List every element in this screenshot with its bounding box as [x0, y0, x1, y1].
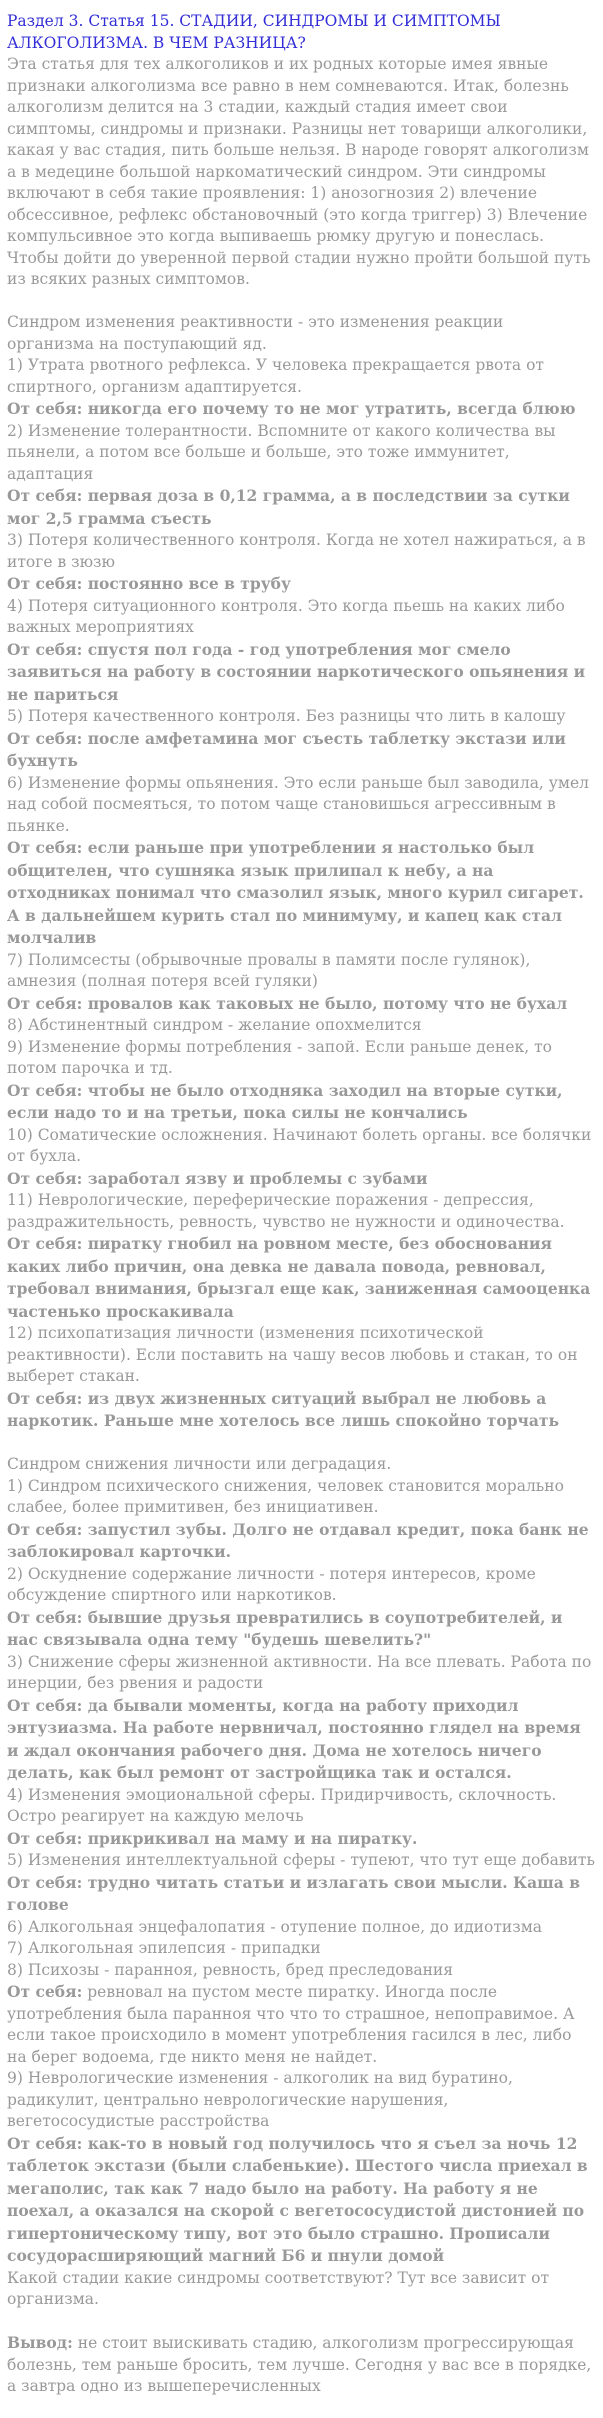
text-block [7, 312, 595, 355]
bold-text-run: От себя: запустил зубы. Долго не отдавал кредит, пока банк не заблокировал карточки. [7, 1519, 589, 1561]
text-block [7, 355, 595, 398]
text-run: 7) Полимсесты (обрывочные провалы в памяти после гулянок), амнезия (полная потеря всей гуляки) [7, 950, 531, 990]
text-block [7, 1080, 595, 1125]
text-block [7, 530, 595, 573]
text-block [7, 1476, 595, 1519]
text-block [7, 54, 595, 291]
bold-text-run: От себя: первая доза в 0,12 грамма, а в последствии за сутки мог 2,5 грамма съесть [7, 486, 570, 528]
bold-text-run: Вывод: [7, 2333, 73, 2352]
text-block [7, 837, 595, 950]
text-run: 4) Изменения эмоциональной сферы. Придирчивость, склочность. Остро реагирует на каждую мелочь [7, 1785, 557, 1825]
bold-text-run: От себя: спустя пол года - год употребления мог смело заявиться на работу в состоянии наркотического опьянения и не париться [7, 639, 586, 704]
text-run: 6) Алкогольная энцефалопатия - отупение полное, до идиотизма [7, 1917, 542, 1936]
text-block [7, 485, 595, 530]
text-run: Синдром изменения реактивности - это изменения реакции организма на поступающий яд. [7, 313, 504, 353]
text-run: 3) Потеря количественного контроля. Когда не хотел нажираться, а в итоге в зюзю [7, 531, 586, 571]
text-run: 7) Алкогольная эпилепсия - припадки [7, 1939, 321, 1957]
text-run: 9) Изменение формы потребления - запой. Если раньше денек, то потом парочка и тд. [7, 1037, 552, 1077]
text-block [7, 1564, 595, 1607]
text-run: Синдром снижения личности или деградация. [7, 1455, 392, 1473]
text-run: 9) Неврологические изменения - алкоголик на вид буратино, радикулит, центрально неврологические нарушения, вегетососудистые расстройства [7, 2069, 513, 2130]
bold-text-run: От себя: из двух жизненных ситуаций выбрал не любовь а наркотик. Раньше мне хотелось все лишь спокойно торчать [7, 1388, 560, 1430]
text-run: Какой стадии какие синдромы соответствуют? Тут все зависит от организма. [7, 2268, 550, 2308]
text-block [7, 573, 595, 596]
text-run: 2) Изменение толерантности. Вспомните от какого количества вы пьянели, а потом все больше и больше, это тоже иммунитет, адаптация [7, 421, 556, 483]
text-block [7, 1454, 595, 1476]
text-block [7, 1125, 595, 1168]
text-block [7, 1037, 595, 1080]
text-block [7, 639, 595, 707]
text-run: 4) Потеря ситуационного контроля. Это когда пьешь на каких либо важных мероприятиях [7, 596, 565, 636]
text-block [7, 2068, 595, 2133]
text-block [7, 1607, 595, 1652]
text-run: 10) Соматические осложнения. Начинают болеть органы. все болячки от бухла. [7, 1125, 592, 1165]
text-block [7, 1652, 595, 1695]
text-block [7, 2268, 595, 2311]
bold-text-run: От себя: [7, 1982, 83, 2001]
text-block [7, 1938, 595, 1960]
text-run: 11) Неврологические, переферические поражения - депрессия, раздражительность, ревность, чувство не нужности и одиночества. [7, 1191, 565, 1231]
bold-text-run: От себя: никогда его почему то не мог утратить, всегда блюю [7, 399, 576, 418]
text-block [7, 1388, 595, 1433]
text-block [7, 993, 595, 1016]
text-block [7, 706, 595, 728]
bold-text-run: От себя: пиратку гнобил на ровном месте, без обоснования каких либо причин, она девка не давала повода, ревновал, требовал внимания, брызгал еще как, заниженная самооценка частенько проскакивала [7, 1234, 591, 1321]
text-block [7, 1323, 595, 1388]
bold-text-run: От себя: постоянно все в трубу [7, 574, 291, 593]
text-run: ревновал на пустом месте пиратку. Иногда после употребления была паранноя что что то страшное, непоправимое. А если такое происходило в момент употребления гасился в лес, либо на берег водоема, где никто меня не найдет. [7, 1983, 575, 2066]
text-block [7, 2332, 595, 2398]
text-block [7, 421, 595, 486]
text-run: 8) Психозы - паранноя, ревность, бред преследования [7, 1960, 454, 1979]
text-run: 8) Абстинентный синдром - желание опохмелится [7, 1016, 422, 1034]
text-block [7, 1015, 595, 1037]
bold-text-run: От себя: провалов как таковых не было, потому что не бухал [7, 993, 568, 1013]
text-block [7, 1917, 595, 1939]
text-block [7, 1785, 595, 1828]
bold-text-run: От себя: как-то в новый год получилось что я съел за ночь 12 таблеток экстази (были слабенькие). Шестого числа приехал в мегаполис, так как 7 надо было на работу. На работу я не поехал, а оказался на скорой с вегетососудистой дистонией по гипертоническому типу, вот это было страшно. Прописали сосудорасширяющий магний Б6 и пнули домой [7, 2133, 588, 2265]
text-block [7, 1233, 595, 1323]
text-block [7, 1828, 595, 1851]
text-run: не стоит выискивать стадию, алкоголизм прогрессирующая болезнь, тем раньше бросить, тем лучше. Сегодня у вас все в порядке, а завтра одно из вышеперечисленных [7, 2334, 592, 2395]
text-block [7, 2133, 595, 2268]
bold-text-run: От себя: трудно читать статьи и излагать свои мысли. Каша в голове [7, 1872, 581, 1914]
bold-text-run: От себя: заработал язву и проблемы с зубами [7, 1168, 428, 1188]
text-block [7, 596, 595, 639]
bold-text-run: От себя: если раньше при употреблении я настолько был общителен, что сушняка язык прилипал к небу, а на отходниках понимал что смазолил язык, много курил сигарет. А в дальнейшем курить стал по минимуму, и капец как стал молчалив [7, 838, 584, 947]
article-body [7, 54, 595, 2398]
text-block [7, 1168, 595, 1191]
bold-text-run: От себя: после амфетамина мог съесть таблетку экстази или бухнуть [7, 728, 566, 770]
bold-text-run: От себя: прикрикивал на маму и на пиратку. [7, 1828, 418, 1848]
text-block [7, 1960, 595, 1982]
text-block [7, 773, 595, 838]
text-run: Эта статья для тех алкоголиков и их родных которые имея явные признаки алкоголизма все равно в нем сомневаются. Итак, болезнь алкоголизм делится на 3 стадии, каждый стадия имеет свои симптомы, синдромы и признаки. Разницы нет товарищи алкоголики, какая у вас стадия, пить больше нельзя. В народе говорят алкоголизм а в медецине большой наркоматический синдром. Эти синдромы включают в себя такие проявления: 1) анозогнозия 2) влечение обсессивное, рефлекс обстановочный (это когда триггер) 3) Влечение компульсивное это когда выпиваешь рюмку другую и понеслась. Чтобы дойти до уверенной первой стадии нужно пройти большой путь из всяких разных симптомов. [7, 55, 591, 288]
text-run: 12) психопатизация личности (изменения психотической реактивности). Если поставить на чашу весов любовь и стакан, то он выберет стакан. [7, 1324, 578, 1385]
bold-text-run: От себя: чтобы не было отходняка заходил на вторые сутки, если надо то и на третьи, пока силы не кончались [7, 1080, 563, 1122]
text-run: 1) Синдром психического снижения, человек становится морально слабее, более примитивен, без инициативен. [7, 1476, 564, 1516]
text-block [7, 1695, 595, 1785]
text-block [7, 1850, 595, 1872]
text-block [7, 1519, 595, 1564]
text-run: 6) Изменение формы опьянения. Это если раньше был заводила, умел над собой посмеяться, то потом чаще становишься агрессивным в пьянке. [7, 773, 589, 835]
text-run: 2) Оскуднение содержание личности - потеря интересов, кроме обсуждение спиртного или наркотиков. [7, 1564, 536, 1604]
text-run: 5) Потеря качественного контроля. Без разницы что лить в калошу [7, 707, 566, 725]
text-block [7, 728, 595, 773]
text-block [7, 1872, 595, 1917]
article-title-link[interactable]: Раздел 3. Статья 15. СТАДИИ, СИНДРОМЫ И СИМПТОМЫ АЛКОГОЛИЗМА. В ЧЕМ РАЗНИЦА? [7, 12, 501, 52]
text-run: 3) Снижение сферы жизненной активности. На все плевать. Работа по инерции, без рвения и радости [7, 1652, 592, 1692]
text-block [7, 1190, 595, 1233]
bold-text-run: От себя: бывшие друзья превратились в соупотребителей, и нас связывала одна тему "будешь шевелить?" [7, 1607, 563, 1649]
bold-text-run: От себя: да бывали моменты, когда на работу приходил энтузиазма. На работе нервничал, постоянно глядел на время и ждал окончания рабочего дня. Дома не хотелось ничего делать, как был ремонт от застройщика так и остался. [7, 1695, 581, 1782]
text-block [7, 398, 595, 421]
text-block [7, 1981, 595, 2068]
text-block [7, 950, 595, 993]
text-run: 5) Изменения интеллектуальной сферы - тупеют, что тут еще добавить [7, 1851, 595, 1869]
text-run: 1) Утрата рвотного рефлекса. У человека прекращается рвота от спиртного, организм адаптируется. [7, 356, 544, 396]
